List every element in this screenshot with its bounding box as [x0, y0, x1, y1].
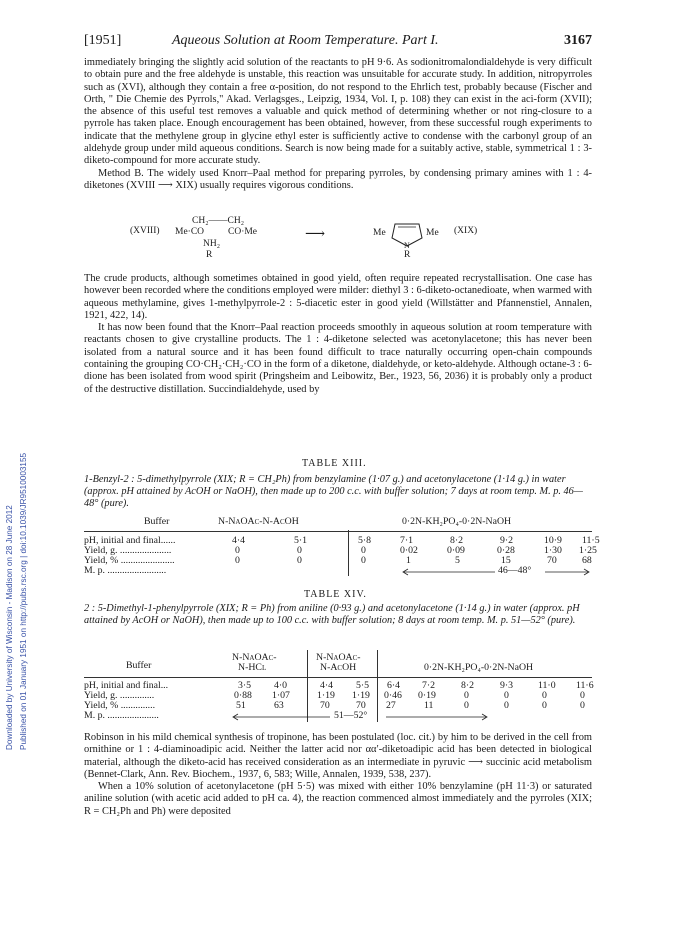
table-xiii-description: 1-Benzyl-2 : 5-dimethylpyrrole (XIX; R = CH₂Ph) from benzylamine (1·07 g.) and acetonylacetone (1·14 g.) in water (approx. pH attained by AcOH or NaOH), then made up to 200 c.c. with buffer solution; 7 days at room temp. M. p. 46—48° (pure).	[84, 474, 583, 510]
table-cell: 7·2	[422, 680, 436, 691]
table-xiv-rule	[84, 677, 592, 678]
table-cell: 9·3	[500, 680, 514, 691]
table-cell: 10·9	[544, 535, 562, 546]
table-xiii-mp-value: 46—48°	[498, 565, 532, 576]
table-cell: 1	[406, 555, 411, 566]
table-cell: 0·46	[384, 690, 402, 701]
table-xiv-row-label: pH, initial and final...	[84, 680, 169, 691]
table-xiii-mp-arrow	[400, 567, 592, 577]
table-cell: 9·2	[500, 535, 514, 546]
table-cell: 0	[297, 545, 302, 556]
table-cell: 4·0	[274, 680, 288, 691]
formula-label-xix: (XIX)	[454, 226, 478, 236]
table-xiv-caption: TABLE XIV.	[304, 589, 367, 600]
reaction-scheme	[130, 212, 550, 272]
table-cell: 5·8	[358, 535, 372, 546]
table-cell: 0·02	[400, 545, 418, 556]
table-cell: 70	[320, 700, 330, 711]
formula-ch2-chain: CH₂——CH₂	[192, 216, 245, 226]
table-cell: 4·4	[320, 680, 334, 691]
page-number: 3167	[564, 33, 592, 48]
publication-watermark: Published on 01 January 1951 on http://pubs.rsc.org | doi:10.1039/JR9510003155	[19, 452, 28, 750]
table-cell: 0	[464, 690, 469, 701]
table-xiii-buffer-label: Buffer	[144, 516, 170, 527]
table-xiv	[84, 650, 592, 730]
table-cell: 0	[297, 555, 302, 566]
table-xiv-row-label: Yield, % ..............	[84, 700, 156, 711]
table-cell: 3·5	[238, 680, 252, 691]
table-cell: 6·4	[387, 680, 401, 691]
table-xiv-row-label: Yield, g. ..............	[84, 690, 155, 701]
formula-meco: Me·CO	[175, 227, 205, 237]
header-title: Aqueous Solution at Room Temperature. Part I.	[172, 33, 439, 48]
table-cell: 1·07	[272, 690, 290, 701]
table-cell: 5	[455, 555, 460, 566]
paragraph-1: immediately bringing the slightly acid solution of the reactants to pH 9·6. As sodionitromalondialdehyde is very difficult to obtain pure and the free aldehyde is unstable, this reaction was unsuitable for accurate study. In addition, nitropyrroles such as (XVI), although they contain a free α-position, do not respond to the Ehrlich test, probably because (Fischer and Orth, " Die Chemie des Pyrrols," Akad. Verlagsges., Leipzig, 1934, Vol. I, p. 108) they can exist in the aci-form (XVII); the absence of this useful test removes a valuable and quick method of determining whether or not ring-closure to a pyrrole has taken place. Enough encouragement has been obtained, however, from these successful rough experiments to indicate that the methylene group in glycine ethyl ester is sufficiently active to condense with the carbonyl group of an aldehyde group under mild aqueous conditions. Search is now being made for a suitably active, stable, symmetrical 1 : 3-diketo-compound for more accurate study.	[84, 57, 592, 167]
paragraph-method-b: Method B. The widely used Knorr–Paal method for preparing pyrroles, by condensing primary amines with 1 : 4-diketones (XVIII ⟶ XIX) usually requires vigorous conditions.	[84, 167, 592, 191]
table-cell: 63	[274, 700, 284, 711]
table-xiii-row-label: M. p. ........................	[84, 565, 167, 576]
table-cell: 0	[361, 555, 366, 566]
table-cell: 5·5	[356, 680, 370, 691]
body-text-middle	[84, 273, 592, 396]
table-xiv-buffer-a1: N-NaOAc-	[232, 652, 277, 663]
table-xiv-description: 2 : 5-Dimethyl-1-phenylpyrrole (XIX; R = Ph) from aniline (0·93 g.) and acetonylacetone (1·14 g.) in water (approx. pH attained by AcOH or NaOH), then made up to 100 c.c. with buffer solution; 8 days at room temp. M. p. 51—52° (pure).	[84, 603, 580, 627]
table-cell: 0	[235, 545, 240, 556]
table-cell: 0	[580, 690, 585, 701]
table-xiii	[84, 512, 600, 582]
table-xiii-row-label: Yield, g. .....................	[84, 545, 172, 556]
table-xiii-buffer-a: N-NaOAc-N-AcOH	[218, 516, 299, 527]
table-cell: 0	[235, 555, 240, 566]
table-cell: 0·19	[418, 690, 436, 701]
table-cell: 27	[386, 700, 396, 711]
table-xiv-buffer-c: 0·2N-KH₂PO₄-0·2N-NaOH	[424, 662, 534, 673]
table-cell: 8·2	[461, 680, 475, 691]
table-xiii-buffer-b: 0·2N-KH₂PO₄-0·2N-NaOH	[402, 516, 512, 527]
table-cell: 70	[547, 555, 557, 566]
table-cell: 4·4	[232, 535, 246, 546]
table-xiii-rule	[84, 531, 592, 532]
header-year: [1951]	[84, 33, 122, 48]
table-cell: 0	[542, 700, 547, 711]
table-cell: 15	[501, 555, 511, 566]
formula-come: CO·Me	[228, 227, 258, 237]
table-xiii-divider	[348, 530, 349, 576]
running-header	[84, 33, 592, 51]
formula-n: N	[404, 241, 410, 250]
table-cell: 1·25	[579, 545, 597, 556]
table-cell: 0·28	[497, 545, 515, 556]
table-cell: 0	[542, 690, 547, 701]
table-cell: 0	[504, 700, 509, 711]
table-cell: 1·19	[317, 690, 335, 701]
formula-me-left: Me	[373, 228, 386, 238]
paragraph-crude-products: The crude products, although sometimes obtained in good yield, often require repeated recrystallisation. One case has however been recorded where the conditions employed were milder: diethyl 3 : 6-diketo-octanedioate, when warmed with aqueous methylamine, gives 1-methylpyrrole-2 : 5-diacetic ester in good yield (Willstätter and Pfannenstiel, Annalen, 1921, 422, 14).	[84, 273, 592, 321]
table-cell: 11·0	[538, 680, 556, 691]
table-cell: 0	[580, 700, 585, 711]
table-xiv-buffer-label: Buffer	[126, 660, 152, 671]
table-cell: 0	[464, 700, 469, 711]
paragraph-acetonylacetone: When a 10% solution of acetonylacetone (pH 5·5) was mixed with either 10% benzylamine (pH 11·3) or saturated aniline solution (with acetic acid added to pH ca. 4), the reaction commenced almost immediately and the pyrroles (XIX; R = CH₂Ph and Ph) were deposited	[84, 781, 592, 817]
table-xiv-buffer-b1: N-NaOAc-	[316, 652, 361, 663]
paragraph-robinson: Robinson in his mild chemical synthesis of tropinone, has been postulated (loc. cit.) by him to be derived in the cell from ornithine or 1 : 4-diaminoadipic acid. Neither the latter acid nor αα′-diketoadipic acid has been detected in biological material, although the diketo-acid has received consideration as an intermediate in pyruvic ⟶ succinic acid metabolism (Bennet-Clark, Ann. Rev. Biochem., 1937, 6, 583; Wille, Annalen, 1939, 538, 237).	[84, 732, 592, 780]
table-xiv-mp-value: 51—52°	[334, 710, 368, 721]
table-cell: 51	[236, 700, 246, 711]
table-cell: 11·5	[582, 535, 600, 546]
table-cell: 11	[424, 700, 434, 711]
table-cell: 0	[504, 690, 509, 701]
table-cell: 1·19	[352, 690, 370, 701]
table-cell: 1·30	[544, 545, 562, 556]
table-cell: 70	[356, 700, 366, 711]
table-cell: 0·09	[447, 545, 465, 556]
formula-me-right: Me	[426, 228, 439, 238]
table-xiii-row-label: pH, initial and final......	[84, 535, 176, 546]
reaction-arrow: ⟶	[305, 227, 326, 242]
table-xiii-caption: TABLE XIII.	[302, 458, 367, 469]
body-text-bottom	[84, 732, 592, 818]
formula-r-right: R	[404, 250, 411, 260]
table-xiv-row-label: M. p. .....................	[84, 710, 159, 721]
table-xiv-buffer-a2: N-HCl	[238, 662, 267, 673]
download-watermark: Downloaded by University of Wisconsin - Madison on 28 June 2012	[5, 505, 14, 750]
formula-nh2: NH₂	[203, 239, 221, 249]
formula-r-left: R	[206, 250, 213, 260]
body-text-top	[84, 57, 592, 192]
table-cell: 8·2	[450, 535, 464, 546]
table-cell: 11·6	[576, 680, 594, 691]
table-cell: 0	[361, 545, 366, 556]
table-cell: 0·88	[234, 690, 252, 701]
table-cell: 68	[582, 555, 592, 566]
table-cell: 7·1	[400, 535, 414, 546]
table-xiv-buffer-b2: N-AcOH	[320, 662, 357, 673]
table-cell: 5·1	[294, 535, 308, 546]
formula-label-xviii: (XVIII)	[130, 226, 160, 236]
table-xiii-row-label: Yield, % ......................	[84, 555, 175, 566]
paragraph-knorr-paal: It has now been found that the Knorr–Paal reaction proceeds smoothly in aqueous solution at room temperature with reactants chosen to give crystalline products. The 1 : 4-diketone selected was acetonylacetone; this has never been isolated from a natural source and it has been found difficult to trace naturally occurring open-chain compounds containing the grouping CO·CH₂·CH₂·CO in the form of a diketone, dialdehyde, or keto-aldehyde. Although octane-3 : 6-dione has been isolated from wood spirit (Pringsheim and Leibowitz, Ber., 1923, 56, 2036) it is probably only a product of the destructive distillation. Succindialdehyde, used by	[84, 322, 592, 395]
